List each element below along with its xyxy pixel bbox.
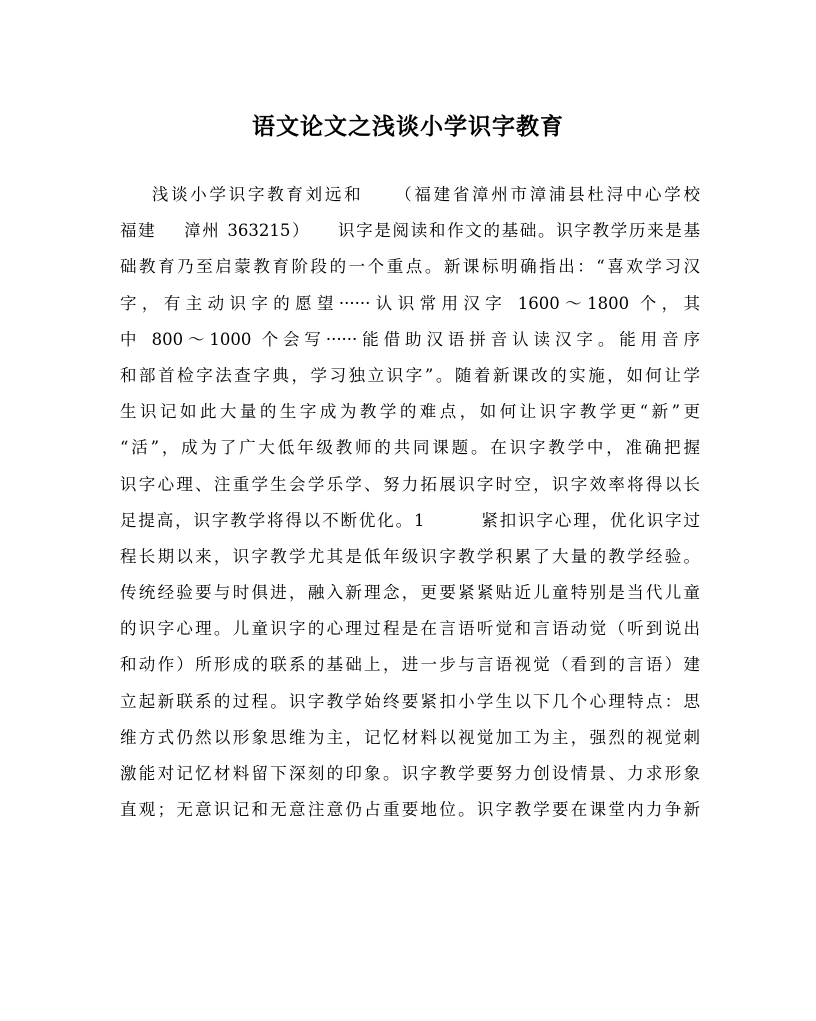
body-line: 激能对记忆材料留下深刻的印象。识字教学要努力创设情景、力求形象 (120, 764, 700, 783)
body-line: 础教育乃至启蒙教育阶段的一个重点。新课标明确指出：“喜欢学习汉 (120, 257, 700, 277)
document-body (120, 177, 700, 828)
body-line: 浅谈小学识字教育刘远和 （福建省漳州市漳浦县杜浔中心学校 (120, 185, 700, 204)
body-line: 和动作）所形成的联系的基础上，进一步与言语视觉（看到的言语）建 (120, 655, 700, 675)
body-line: 生识记如此大量的生字成为教学的难点，如何让识字教学更“新”更 (120, 402, 700, 422)
body-line: 福建 漳州 363215） 识字是阅读和作文的基础。识字教学历来是基 (120, 221, 700, 241)
body-line: 立起新联系的过程。识字教学始终要紧扣小学生以下几个心理特点：思 (120, 691, 700, 711)
body-line: 识字心理、注重学生会学乐学、努力拓展识字时空，识字效率将得以长 (120, 474, 700, 494)
body-line: 足提高，识字教学将得以不断优化。1 紧扣识字心理，优化识字过 (120, 510, 700, 530)
body-line: 维方式仍然以形象思维为主，记忆材料以视觉加工为主，强烈的视觉刺 (120, 727, 700, 747)
body-line: 字，有主动识字的愿望······认识常用汉字 1600～1800 个，其 (120, 293, 700, 313)
document-title: 语文论文之浅谈小学识字教育 (252, 113, 564, 140)
body-line: 程长期以来，识字教学尤其是低年级识字教学积累了大量的教学经验。 (120, 546, 700, 566)
body-line: 传统经验要与时俱进，融入新理念，更要紧紧贴近儿童特别是当代儿童 (120, 583, 700, 603)
body-line: 中 800～1000 个会写······能借助汉语拼音认读汉字。能用音序 (120, 329, 700, 349)
body-line: 的识字心理。儿童识字的心理过程是在言语听觉和言语动觉（听到说出 (120, 619, 700, 639)
body-line: 直观；无意识记和无意注意仍占重要地位。识字教学要在课堂内力争新 (120, 800, 700, 820)
body-line: 和部首检字法查字典，学习独立识字”。随着新课改的实施，如何让学 (120, 365, 700, 385)
body-line: “活”，成为了广大低年级教师的共同课题。在识字教学中，准确把握 (120, 438, 700, 458)
